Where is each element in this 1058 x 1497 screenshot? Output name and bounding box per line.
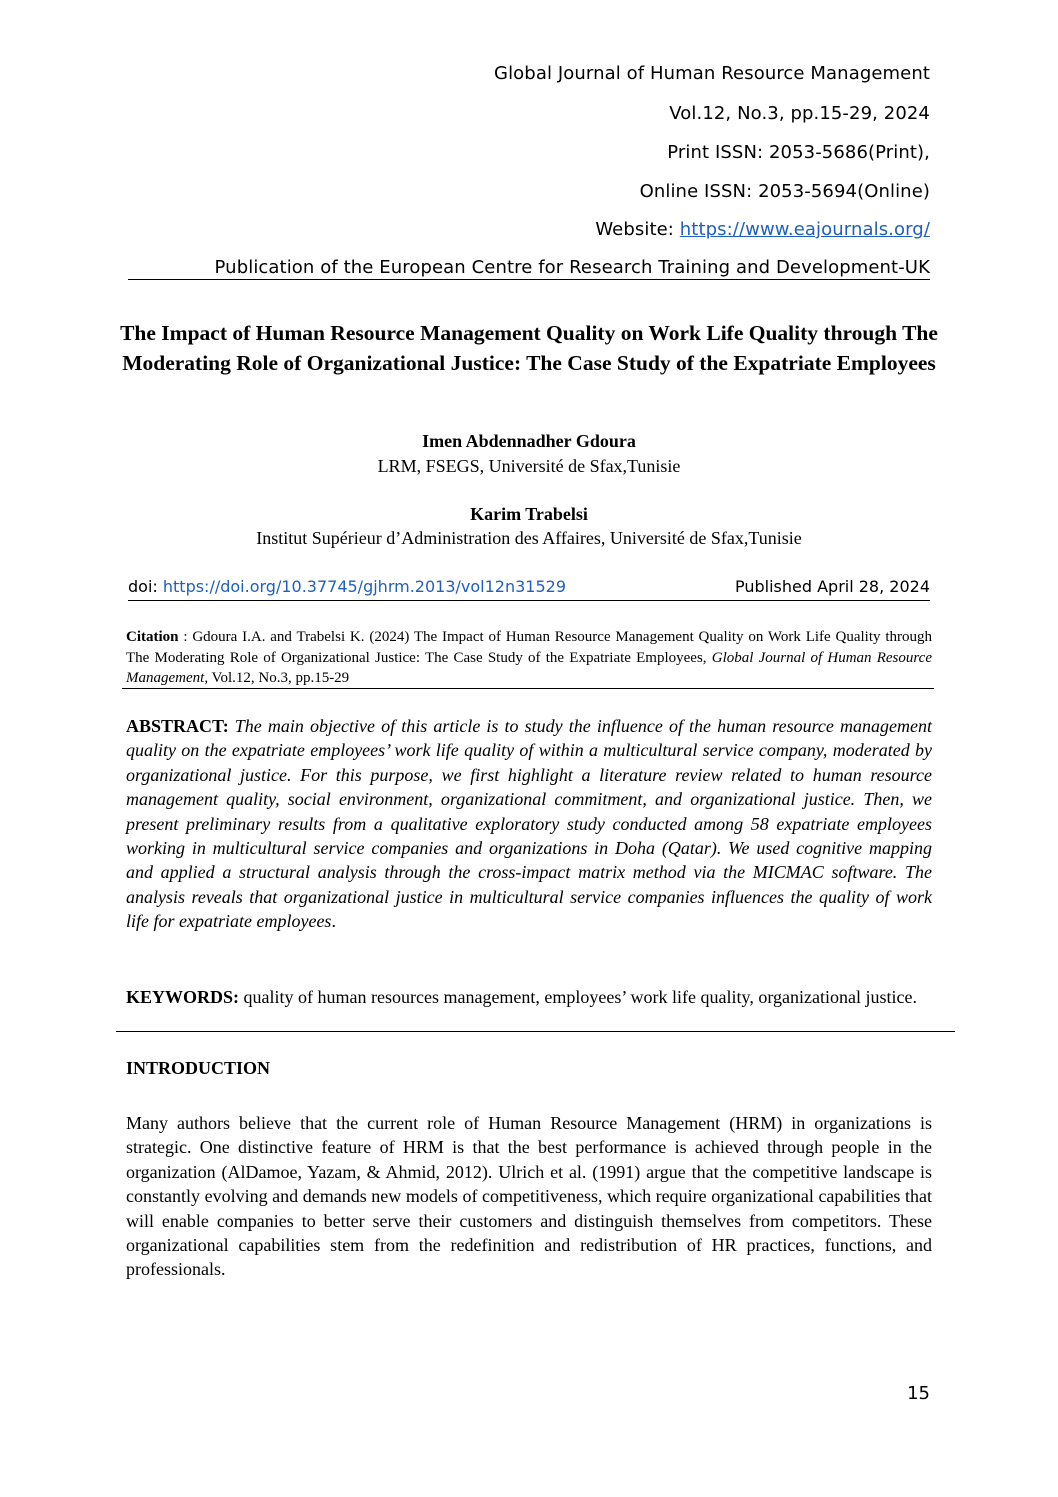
- header-divider: [128, 279, 930, 280]
- doi-divider: [128, 600, 930, 601]
- keywords-label: KEYWORDS:: [126, 987, 240, 1007]
- page-number: 15: [907, 1383, 930, 1404]
- author-1-affiliation: LRM, FSEGS, Université de Sfax,Tunisie: [377, 456, 681, 476]
- keywords: [126, 985, 932, 1009]
- website-line: [595, 219, 930, 240]
- website-label: Website:: [595, 219, 680, 240]
- published-date: Published April 28, 2024: [734, 577, 930, 596]
- doi-label: doi:: [128, 577, 163, 596]
- abstract-text: The main objective of this article is to study the influence of the human resource management quality on the expatriate employees’ work life quality of within a multicultural service company, moderated by organizational justice. For this purpose, we first highlight a literature review related to human resource management quality, social environment, organizational commitment, and organizational justice. Then, we present preliminary results from a qualitative exploratory study conducted among 58 expatriate employees working in multicultural service companies and organizations in Doha (Qatar). We used cognitive mapping and applied a structural analysis through the cross-impact matrix method via the MICMAC software. The analysis reveals that organizational justice in multicultural service companies influences the quality of work life for expatriate employees: [126, 716, 932, 932]
- publisher-line: Publication of the European Centre for Research Training and Development-UK: [214, 257, 930, 278]
- journal-name: Global Journal of Human Resource Management: [494, 63, 930, 84]
- keywords-text: quality of human resources management, employees’ work life quality, organizational justice.: [239, 987, 917, 1007]
- abstract-end: .: [331, 911, 336, 932]
- abstract-label: ABSTRACT:: [126, 716, 229, 736]
- doi-row: [128, 577, 930, 596]
- introduction-heading: INTRODUCTION: [126, 1058, 271, 1078]
- author-2-name: Karim Trabelsi: [470, 504, 588, 524]
- citation-divider: [122, 688, 934, 689]
- introduction-paragraph: Many authors believe that the current role of Human Resource Management (HRM) in organizations is strategic. One distinctive feature of HRM is that the best performance is achieved through people in the organization (AlDamoe, Yazam, & Ahmid, 2012). Ulrich et al. (1991) argue that the competitive landscape is constantly evolving and demands new models of competitiveness, which require organizational capabilities that will enable companies to better serve their customers and distinguish themselves from competitors. These organizational capabilities stem from the redefinition and redistribution of HR practices, functions, and professionals.: [126, 1113, 932, 1280]
- citation-text: : Gdoura I.A. and Trabelsi K. (2024) The Impact of Human Resource Management Quality on Work Life Quality through The Moderating Role of Organizational Justice: The Case Study of the Expatriate Employees,: [126, 629, 932, 666]
- citation-journal: Global Journal of Human Resource Management: [126, 649, 932, 686]
- doi: [128, 577, 566, 596]
- citation-tail: , Vol.12, No.3, pp.15-29: [204, 670, 350, 686]
- abstract: [126, 714, 932, 934]
- print-issn: Print ISSN: 2053-5686(Print),: [667, 142, 930, 163]
- online-issn: Online ISSN: 2053-5694(Online): [639, 181, 930, 202]
- author-2-affiliation: Institut Supérieur d’Administration des Affaires, Université de Sfax,Tunisie: [256, 528, 802, 548]
- citation: [126, 627, 932, 689]
- volume-info: Vol.12, No.3, pp.15-29, 2024: [669, 103, 930, 124]
- citation-label: Citation: [126, 629, 179, 645]
- website-link[interactable]: https://www.eajournals.org/: [679, 219, 930, 240]
- author-1-name: Imen Abdennadher Gdoura: [422, 431, 636, 451]
- keywords-divider: [116, 1031, 955, 1032]
- article-title: The Impact of Human Resource Management Quality on Work Life Quality through The Moderating Role of Organizational Justice: The Case Study of the Expatriate Employees: [120, 321, 938, 375]
- doi-link[interactable]: https://doi.org/10.37745/gjhrm.2013/vol12n31529: [162, 577, 566, 596]
